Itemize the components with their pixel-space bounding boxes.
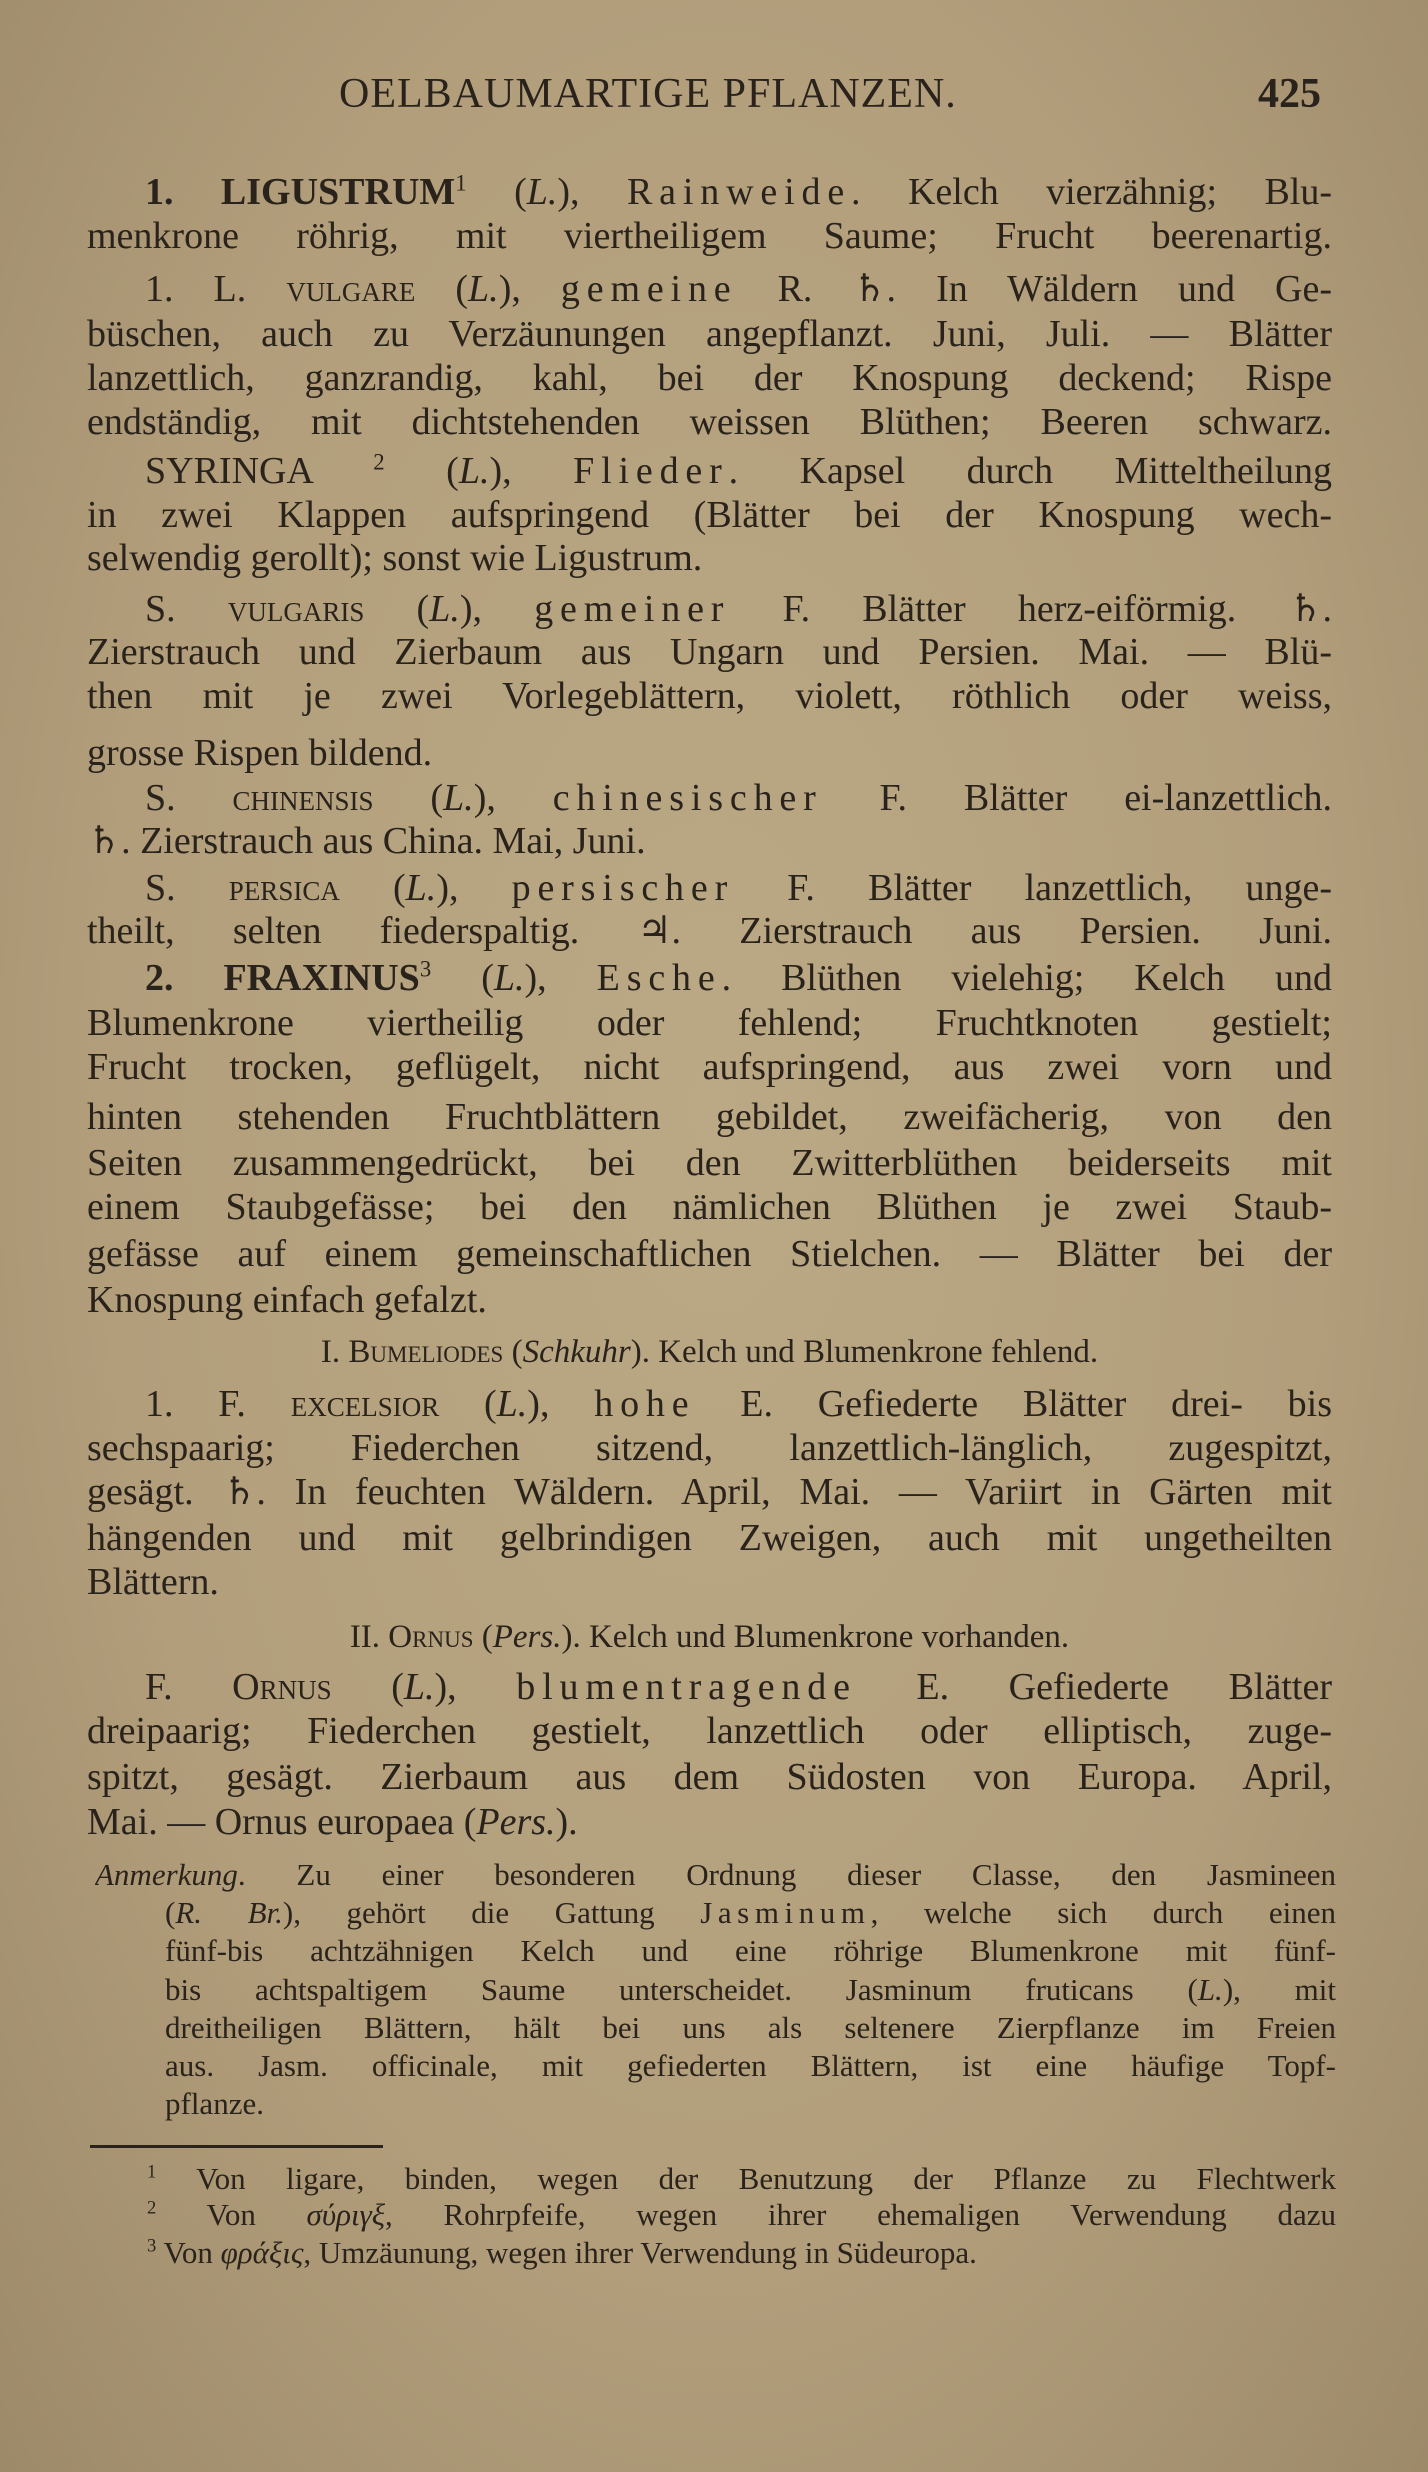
text-line <box>145 866 1332 910</box>
text-run: excelsior <box>290 1383 440 1425</box>
text-run: L. <box>458 450 490 492</box>
text-run: then mit je zwei Vorlegeblättern, violett, röthlich oder weiss, <box>87 675 1332 717</box>
text-run: Von <box>156 2197 307 2232</box>
text-run: gesägt. ♄. In feuchten Wäldern. April, Mai. — Variirt in Gärten mit <box>87 1471 1332 1513</box>
text-line <box>165 2048 1336 2084</box>
text-line <box>87 356 1332 400</box>
text-run: R. Br. <box>175 1895 283 1930</box>
text-run: menkrone röhrig, mit viertheiligem Saume; Frucht beerenartig. <box>87 215 1332 257</box>
text-run: büschen, auch zu Verzäunungen angepflanzt. Juni, Juli. — Blätter <box>87 313 1332 355</box>
text-run: S. <box>145 777 233 819</box>
text-run: F. Blätter ei-lanzettlich. <box>822 777 1332 819</box>
text-run: Blumenkrone viertheilig oder fehlend; Fruchtknoten gestielt; <box>87 1002 1332 1044</box>
text-run: persica <box>228 867 340 909</box>
text-line <box>145 1665 1332 1709</box>
text-run: 2. FRAXINUS <box>145 957 420 999</box>
text-line <box>87 1615 1332 1659</box>
text-run: L. <box>493 957 525 999</box>
text-line <box>87 1426 1332 1470</box>
text-run: L. <box>1197 1972 1223 2007</box>
text-line <box>87 1470 1332 1514</box>
text-run: Von <box>156 2235 221 2270</box>
text-run: hängenden und mit gelbrindigen Zweigen, auch mit ungetheilten <box>87 1517 1332 1559</box>
text-run: einem Staubgefässe; bei den nämlichen Blüthen je zwei Staub- <box>87 1186 1332 1228</box>
text-run: Ornus <box>232 1666 332 1708</box>
text-run: F. Blätter lanzettlich, unge- <box>734 867 1332 909</box>
text-run: in zwei Klappen aufspringend (Blätter bei der Knospung wech- <box>87 494 1332 536</box>
text-run: theilt, selten fiederspaltig. ♃. Zierstrauch aus Persien. Juni. <box>87 910 1332 952</box>
text-line <box>145 587 1332 631</box>
text-run: ♄. Zierstrauch aus China. Mai, Juni. <box>87 820 646 862</box>
text-line <box>145 170 1332 214</box>
text-line <box>87 493 1332 537</box>
text-run: ), <box>524 957 597 999</box>
footnote-marker: 3 <box>147 2235 157 2257</box>
text-run: φράξις <box>220 2235 304 2270</box>
text-run: fünf-bis achtzähnigen Kelch und eine röhrige Blumenkrone mit fünf- <box>165 1933 1336 1968</box>
text-line <box>87 1755 1332 1799</box>
text-line <box>87 630 1332 674</box>
text-run: ), <box>527 1383 595 1425</box>
text-run: ). Kelch und Blumenkrone fehlend. <box>630 1334 1099 1370</box>
text-run: S. <box>145 867 229 909</box>
text-run: , welche sich durch einen <box>870 1895 1336 1930</box>
text-line <box>145 1382 1332 1426</box>
page-number: 425 <box>1258 71 1321 117</box>
footnote-divider <box>90 2145 383 2148</box>
text-run: S. <box>145 588 228 630</box>
text-run: hinten stehenden Fruchtblättern gebildet, zweifächerig, von den <box>87 1096 1332 1138</box>
text-run: L. <box>429 588 460 630</box>
text-line <box>87 909 1332 953</box>
text-line <box>87 1800 1332 1844</box>
text-run: L. <box>526 171 558 213</box>
text-run: Anmerkung <box>95 1857 238 1892</box>
text-run: Pers. <box>476 1801 556 1843</box>
text-run: Mai. — Ornus europaea ( <box>87 1801 477 1843</box>
text-line <box>87 1516 1332 1560</box>
text-line <box>87 1278 1332 1322</box>
text-run: ( <box>331 1666 404 1708</box>
text-run: R. ♄. In Wäldern und Ge- <box>737 268 1332 310</box>
text-run: ( <box>473 1619 493 1655</box>
text-run: chinensis <box>232 777 374 819</box>
text-run: ( <box>373 777 444 819</box>
text-run: ), <box>434 1666 517 1708</box>
text-run: σύριγξ <box>306 2197 386 2232</box>
text-run: ). Kelch und Blumenkrone vorhanden. <box>561 1619 1070 1655</box>
text-run: Blättern. <box>87 1561 219 1603</box>
text-run: grosse Rispen bildend. <box>87 732 433 774</box>
text-run: L. <box>468 268 499 310</box>
text-run: Seiten zusammengedrückt, bei den Zwitterblüthen beiderseits mit <box>87 1142 1332 1184</box>
text-run: Zierstrauch und Zierbaum aus Ungarn und Persien. Mai. — Blü- <box>87 631 1332 673</box>
text-line <box>87 1560 1332 1604</box>
text-run: selwendig gerollt); sonst wie Ligustrum. <box>87 537 703 579</box>
text-run: SYRINGA <box>145 450 374 492</box>
text-line <box>165 2086 1336 2122</box>
text-run: Pers. <box>492 1619 562 1655</box>
text-run: dreipaarig; Fiederchen gestielt, lanzettlich oder elliptisch, zuge- <box>87 1710 1332 1752</box>
footnote <box>147 2235 1336 2271</box>
text-run: ( <box>384 450 459 492</box>
text-run: ( <box>165 1895 176 1930</box>
text-run: bis achtspaltigem Saume unterscheidet. Jasminum fruticans ( <box>165 1972 1198 2007</box>
footnote-marker: 1 <box>147 2161 157 2183</box>
text-run: vulgaris <box>227 588 365 630</box>
footnote-marker: 2 <box>373 449 385 475</box>
text-run: Jasminum <box>700 1895 871 1930</box>
text-run: 1. F. <box>145 1383 291 1425</box>
text-run: ( <box>466 171 527 213</box>
text-line <box>95 1857 1336 1893</box>
footnote <box>147 2197 1336 2233</box>
text-run: II. <box>349 1619 389 1655</box>
footnote-marker: 3 <box>419 956 432 982</box>
text-run: blumentragende <box>516 1666 857 1708</box>
text-run: . Kelch vierzähnig; Blu- <box>851 171 1332 213</box>
text-run: . Zu einer besonderen Ordnung dieser Classe, den Jasmineen <box>237 1857 1336 1892</box>
text-line <box>87 1232 1332 1276</box>
text-run: lanzettlich, ganzrandig, kahl, bei der Knospung deckend; Rispe <box>87 357 1332 399</box>
text-run: dreitheiligen Blättern, hält bei uns als seltenere Zierpflanze im Freien <box>165 2010 1336 2045</box>
text-run: , Rohrpfeife, wegen ihrer ehemaligen Verwendung dazu <box>385 2197 1336 2232</box>
text-run: F. Blätter herz-eiförmig. ♄. <box>730 588 1332 630</box>
text-run: I. <box>320 1334 349 1370</box>
text-line <box>87 731 1332 775</box>
text-run: Bumeliodes <box>348 1334 504 1370</box>
text-line <box>87 1141 1332 1185</box>
text-line <box>145 267 1332 311</box>
text-line <box>87 214 1332 258</box>
text-run: Von ligare, binden, wegen der Benutzung der Pflanze zu Flechtwerk <box>156 2161 1336 2196</box>
text-run: ( <box>364 588 430 630</box>
text-run: Flieder <box>573 450 729 492</box>
text-run: Ornus <box>388 1619 474 1655</box>
text-run: ( <box>503 1334 523 1370</box>
text-line <box>87 674 1332 718</box>
text-run: persischer <box>511 867 735 909</box>
text-run: ( <box>415 268 469 310</box>
footnote <box>147 2161 1336 2197</box>
footnote-marker: 2 <box>147 2197 157 2219</box>
text-run: ), gehört die Gattung <box>282 1895 701 1930</box>
running-title: OELBAUMARTIGE PFLANZEN. <box>339 71 957 117</box>
text-line <box>87 1709 1332 1753</box>
text-line <box>165 1933 1336 1969</box>
text-line <box>145 956 1332 1000</box>
text-run: L. <box>443 777 474 819</box>
text-run: Esche <box>596 957 722 999</box>
text-run: vulgare <box>286 268 416 310</box>
text-run: ), <box>459 588 535 630</box>
text-line <box>165 1895 1336 1931</box>
text-run: L. <box>405 867 437 909</box>
text-line <box>87 1001 1332 1045</box>
text-run: gemeine <box>560 268 738 310</box>
text-run: 1. LIGUSTRUM <box>145 171 456 213</box>
text-line <box>87 1095 1332 1139</box>
text-run: Frucht trocken, geflügelt, nicht aufspringend, aus zwei vorn und <box>87 1046 1332 1088</box>
text-run: ( <box>339 867 406 909</box>
text-run: 1. L. <box>145 268 287 310</box>
text-run: F. <box>145 1666 233 1708</box>
text-run: Schkuhr <box>522 1334 631 1370</box>
text-run: ( <box>439 1383 497 1425</box>
text-run: Rainweide <box>626 171 852 213</box>
text-run: . Kapsel durch Mitteltheilung <box>728 450 1332 492</box>
text-run: sechspaarig; Fiederchen sitzend, lanzettlich-länglich, zugespitzt, <box>87 1427 1332 1469</box>
text-run: gefässe auf einem gemeinschaftlichen Stielchen. — Blätter bei der <box>87 1233 1332 1275</box>
text-run: ( <box>431 957 494 999</box>
text-run: spitzt, gesägt. Zierbaum aus dem Südosten von Europa. April, <box>87 1756 1332 1798</box>
text-run: L. <box>403 1666 435 1708</box>
text-line <box>87 400 1332 444</box>
footnote-marker: 1 <box>455 170 467 196</box>
text-run: ), <box>557 171 627 213</box>
text-run: ). <box>555 1801 578 1843</box>
text-run: gemeiner <box>534 588 731 630</box>
text-run: ), <box>498 268 561 310</box>
text-run: ), mit <box>1222 1972 1336 2007</box>
text-run: aus. Jasm. officinale, mit gefiederten Blättern, ist eine häufige Topf- <box>165 2048 1336 2083</box>
text-line <box>165 2010 1336 2046</box>
text-line <box>87 536 1332 580</box>
text-run: chinesischer <box>552 777 823 819</box>
text-line <box>165 1972 1336 2008</box>
text-run: ), <box>473 777 553 819</box>
text-run: Knospung einfach gefalzt. <box>87 1279 487 1321</box>
text-run: ), <box>489 450 574 492</box>
text-line <box>145 449 1332 493</box>
text-line <box>87 1330 1332 1374</box>
text-run: endständig, mit dichtstehenden weissen Blüthen; Beeren schwarz. <box>87 401 1332 443</box>
text-run: E. Gefiederte Blätter <box>856 1666 1332 1708</box>
text-line <box>87 1185 1332 1229</box>
text-run: L. <box>496 1383 528 1425</box>
text-line <box>87 312 1332 356</box>
text-run: ), <box>436 867 512 909</box>
text-run: E. Gefiederte Blätter drei- bis <box>695 1383 1332 1425</box>
text-run: . Blüthen vielehig; Kelch und <box>721 957 1332 999</box>
text-line <box>87 819 1332 863</box>
text-run: pflanze. <box>165 2086 264 2121</box>
text-run: , Umzäunung, wegen ihrer Verwendung in Südeuropa. <box>303 2235 977 2270</box>
text-line <box>145 776 1332 820</box>
text-run: hohe <box>594 1383 696 1425</box>
text-line <box>87 1045 1332 1089</box>
